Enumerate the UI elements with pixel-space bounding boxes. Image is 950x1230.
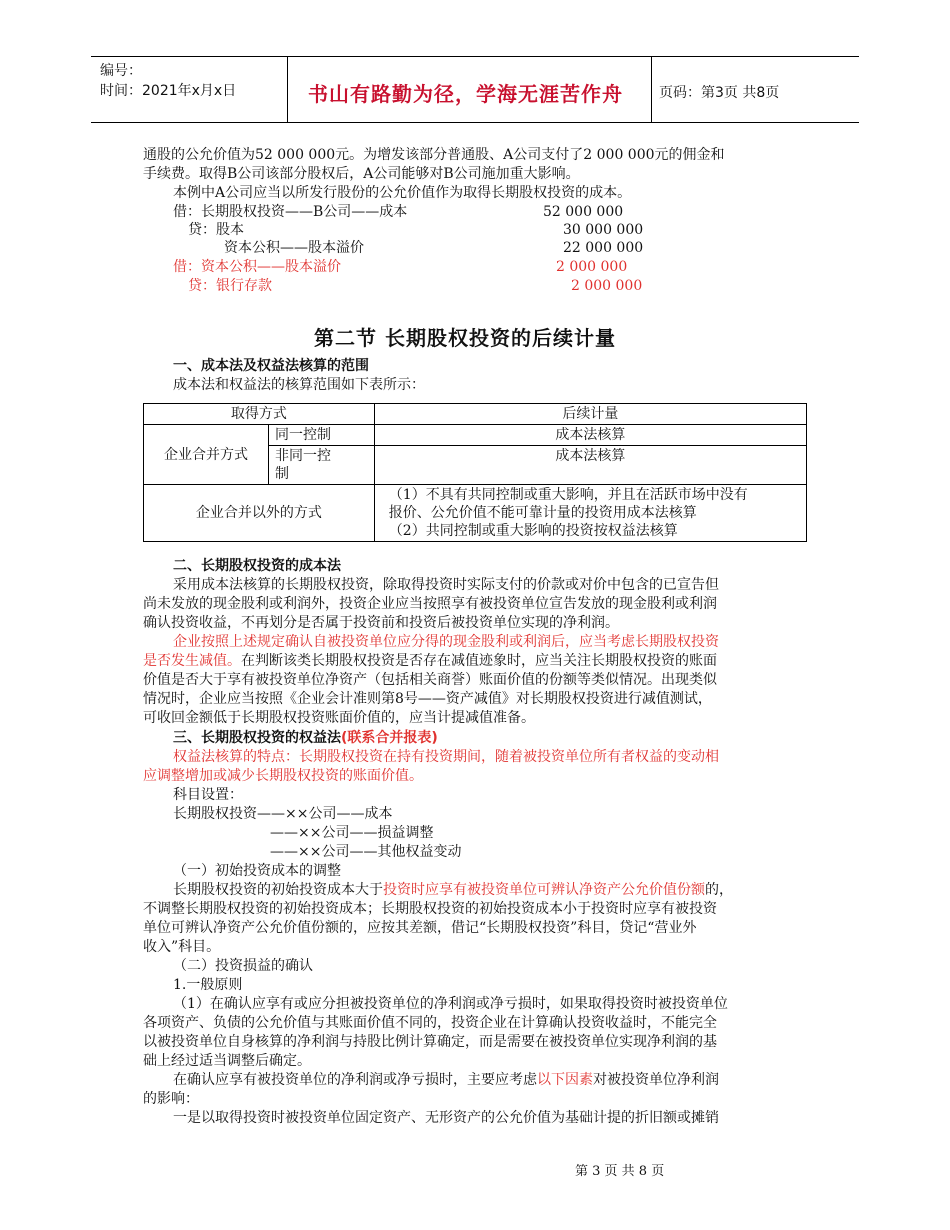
s2-red-text: 是否发生减值。 <box>143 653 241 669</box>
table-cell <box>269 446 375 485</box>
entry-amount: 2 000 000 <box>571 278 643 294</box>
s3-line: 收入”科目。 <box>143 939 221 955</box>
table-row <box>144 425 807 446</box>
s3-line: 础上经过适当调整后确定。 <box>143 1053 311 1069</box>
s2-heading: 二、长期股权投资的成本法 <box>173 558 341 574</box>
s3-line: 一是以取得投资时被投资单位固定资产、无形资产的公允价值为基础计提的折旧额或摊销 <box>173 1110 719 1126</box>
table-cell: 成本法核算 <box>374 425 806 446</box>
entry-label: 贷：银行存款 <box>188 278 272 294</box>
s3-heading-text: 三、长期股权投资的权益法 <box>173 730 341 746</box>
header-number: 编号： <box>100 63 142 79</box>
table-cell <box>374 485 806 542</box>
entry-label: 贷：股本 <box>188 222 244 238</box>
s2-text: 在判断该类长期股权投资是否存在减值迹象时，应当关注长期股权投资的账面 <box>241 653 717 669</box>
s3-subject-label: 科目设置： <box>173 787 243 803</box>
s3-line: 单位可辨认净资产公允价值份额的，应按其差额，借记“长期股权投资”科目，贷记“营业外 <box>143 920 697 936</box>
section-title: 第二节 长期股权投资的后续计量 <box>314 326 616 350</box>
s3-text: 在确认应享有被投资单位的净利润或净亏损时，主要应考虑 <box>173 1072 537 1088</box>
entry-label: 资本公积——股本溢价 <box>224 240 364 256</box>
table-cell-line: 报价、公允价值不能可靠计量的投资用成本法核算 <box>388 505 697 521</box>
s1-intro: 成本法和权益法的核算范围如下表所示： <box>173 377 425 393</box>
s3-red-text: 以下因素 <box>537 1072 593 1088</box>
entry-amount: 30 000 000 <box>563 222 644 238</box>
s3-subheading: （一）初始投资成本的调整 <box>173 863 341 879</box>
intro-line: 本例中A公司应当以所发行股份的公允价值作为取得长期股权投资的成本。 <box>173 185 632 201</box>
s1-heading: 一、成本法及权益法核算的范围 <box>173 358 369 374</box>
s3-subheading: （二）投资损益的确认 <box>173 958 313 974</box>
s2-line: 价值是否大于享有被投资单位净资产（包括相关商誉）账面价值的份额等类似情况。出现类似 <box>143 672 717 688</box>
s3-heading-note: (联系合并报表) <box>341 730 438 746</box>
s3-subheading: 1.一般原则 <box>173 977 243 993</box>
s3-line: 各项资产、负债的公允价值与其账面价值不同的，投资企业在计算确认投资收益时，不能完全 <box>143 1015 717 1031</box>
s3-subject: ——××公司——损益调整 <box>270 825 434 841</box>
table-header: 后续计量 <box>374 404 806 425</box>
s3-line <box>173 1071 719 1090</box>
table-cell: 企业合并方式 <box>144 425 269 485</box>
entry-amount: 52 000 000 <box>543 204 624 220</box>
s3-line: 的影响： <box>143 1091 199 1107</box>
table-row <box>144 404 807 425</box>
header-divider <box>651 56 652 123</box>
table-cell: 企业合并以外的方式 <box>144 485 375 542</box>
header-page: 页码：第3页 共8页 <box>659 85 780 101</box>
s2-line: 采用成本法核算的长期股权投资，除取得投资时实际支付的价款或对价中包含的已宣告但 <box>173 577 719 593</box>
s3-feature: 权益法核算的特点：长期股权投资在持有投资期间，随着被投资单位所有者权益的变动相 <box>173 749 719 765</box>
table-cell-line: 非同一控 <box>275 448 331 464</box>
s3-text: 对被投资单位净利润 <box>593 1072 719 1088</box>
table-cell: 成本法核算 <box>374 446 806 485</box>
s3-subject: 长期股权投资——××公司——成本 <box>173 806 393 822</box>
s3-heading <box>173 729 438 748</box>
header-divider <box>287 56 288 123</box>
s2-line: 确认投资收益，不再划分是否属于投资前和投资后被投资单位实现的净利润。 <box>143 615 619 631</box>
intro-line: 通股的公允价值为52 000 000元。为增发该部分普通股、A公司支付了2 000 000元的佣金和 <box>143 147 725 163</box>
s3-red-text: 投资时应享有被投资单位可辨认净资产公允价值份额 <box>383 882 705 898</box>
page-footer: 第 3 页 共 8 页 <box>575 1164 665 1179</box>
table-cell-line: 制 <box>275 466 289 482</box>
table-row <box>144 485 807 542</box>
s3-line: （1）在确认应享有或应分担被投资单位的净利润或净亏损时，如果取得投资时被投资单位 <box>173 996 728 1012</box>
intro-line: 手续费。取得B公司该部分股权后，A公司能够对B公司施加重大影响。 <box>143 166 580 182</box>
s2-line: 尚未发放的现金股利或利润外，投资企业应当按照享有被投资单位宣告发放的现金股利或利润 <box>143 596 717 612</box>
table-header: 取得方式 <box>144 404 375 425</box>
s2-line: 企业按照上述规定确认自被投资单位应分得的现金股利或利润后，应当考虑长期股权投资 <box>173 634 719 650</box>
header-time: 时间：2021年x月x日 <box>100 83 237 99</box>
s2-line: 可收回金额低于长期股权投资账面价值的，应当计提减值准备。 <box>143 710 535 726</box>
s2-line <box>143 652 717 671</box>
s3-line: 不调整长期股权投资的初始投资成本；长期股权投资的初始投资成本小于投资时应享有被投资 <box>143 901 717 917</box>
header-top-rule <box>91 56 859 57</box>
table-cell-line: （2）共同控制或重大影响的投资按权益法核算 <box>388 523 678 539</box>
s3-subject: ——××公司——其他权益变动 <box>270 844 462 860</box>
header-motto: 书山有路勤为径，学海无涯苦作舟 <box>308 82 623 106</box>
entry-amount: 2 000 000 <box>556 259 628 275</box>
s3-text: 长期股权投资的初始投资成本大于 <box>173 882 383 898</box>
s2-line: 情况时，企业应当按照《企业会计准则第8号——资产减值》对长期股权投资进行减值测试， <box>143 691 712 707</box>
scope-table <box>143 403 807 542</box>
table-cell-line: （1）不具有共同控制或重大影响，并且在活跃市场中没有 <box>388 487 748 503</box>
s3-line <box>173 881 733 900</box>
header-bottom-rule <box>91 122 859 123</box>
entry-label: 借：长期股权投资——B公司——成本 <box>173 204 408 220</box>
s3-line: 以被投资单位自身核算的净利润与持股比例计算确定，而是需要在被投资单位实现净利润的基 <box>143 1034 717 1050</box>
entry-label: 借：资本公积——股本溢价 <box>173 259 341 275</box>
s3-text: 的， <box>705 882 733 898</box>
s3-feature: 应调整增加或减少长期股权投资的账面价值。 <box>143 768 423 784</box>
entry-amount: 22 000 000 <box>563 240 644 256</box>
table-cell: 同一控制 <box>269 425 375 446</box>
